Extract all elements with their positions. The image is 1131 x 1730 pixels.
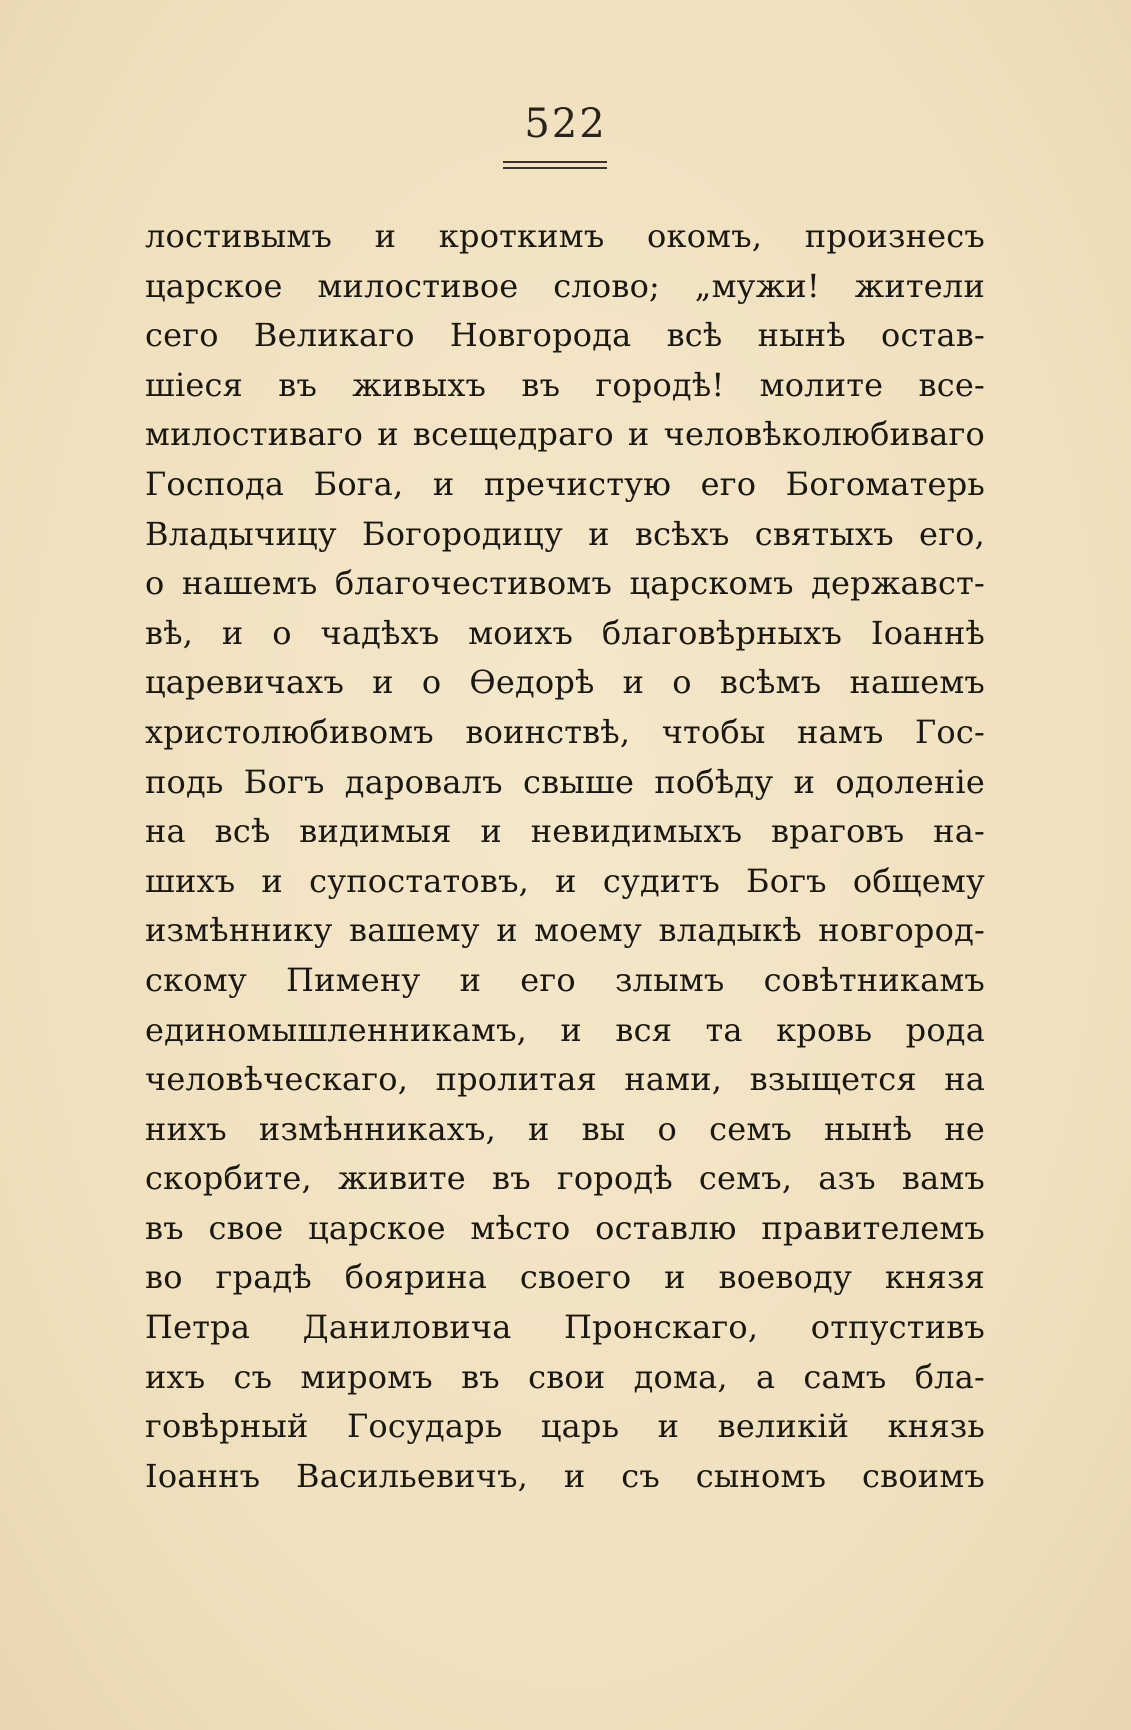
text-line: ихъ съ миромъ въ свои дома, а самъ бла- [145, 1357, 985, 1396]
text-line: скому Пимену и его злымъ совѣтникамъ [145, 960, 985, 999]
text-line: лостивымъ и кроткимъ окомъ, произнесъ [145, 217, 985, 255]
text-line: человѣческаго, пролитая нами, взыщется на [145, 1060, 985, 1099]
text-line: царское милостивое слово; „мужи! жители [145, 266, 985, 305]
text-line: сего Великаго Новгорода всѣ нынѣ остав- [145, 316, 985, 355]
text-line: милостиваго и всещедраго и человѣколюбиваго [145, 415, 985, 454]
text-line: измѣннику вашему и моему владыкѣ новгород- [145, 911, 985, 950]
text-line: Господа Бога, и пречистую его Богоматерь [145, 464, 985, 503]
text-line: во градѣ боярина своего и воеводу князя [145, 1258, 985, 1297]
header-rule-bottom [503, 167, 607, 169]
text-line: говѣрный Государь царь и великій князь [145, 1407, 985, 1446]
text-line: царевичахъ и о Ѳедорѣ и о всѣмъ нашемъ [145, 663, 985, 702]
text-line: Петра Даниловича Пронскаго, отпустивъ [145, 1308, 985, 1347]
text-line: въ свое царское мѣсто оставлю правителемъ [145, 1208, 985, 1247]
text-line: Іоаннъ Васильевичъ, и съ сыномъ своимъ [145, 1456, 985, 1495]
text-line: единомышленникамъ, и вся та кровь рода [145, 1010, 985, 1049]
text-line: о нашемъ благочестивомъ царскомъ державст- [145, 564, 985, 603]
text-line: нихъ измѣнникахъ, и вы о семъ нынѣ не [145, 1109, 985, 1148]
text-line: подь Богъ даровалъ свыше побѣду и одоленіе [145, 762, 985, 801]
page-number: 522 [524, 101, 607, 147]
text-line: Владычицу Богородицу и всѣхъ святыхъ его, [145, 514, 985, 553]
text-line: шихъ и супостатовъ, и судитъ Богъ общему [145, 861, 985, 900]
text-line: на всѣ видимыя и невидимыхъ враговъ на- [145, 812, 985, 851]
header-rule-top [503, 161, 607, 163]
text-line: шіеся въ живыхъ въ городѣ! молите все- [145, 365, 985, 404]
text-line: вѣ, и о чадѣхъ моихъ благовѣрныхъ Іоаннѣ [145, 613, 985, 652]
text-line: христолюбивомъ воинствѣ, чтобы намъ Гос- [145, 712, 985, 751]
body-text [145, 212, 985, 1501]
text-line: скорбите, живите въ городѣ семъ, азъ вамъ [145, 1159, 985, 1198]
